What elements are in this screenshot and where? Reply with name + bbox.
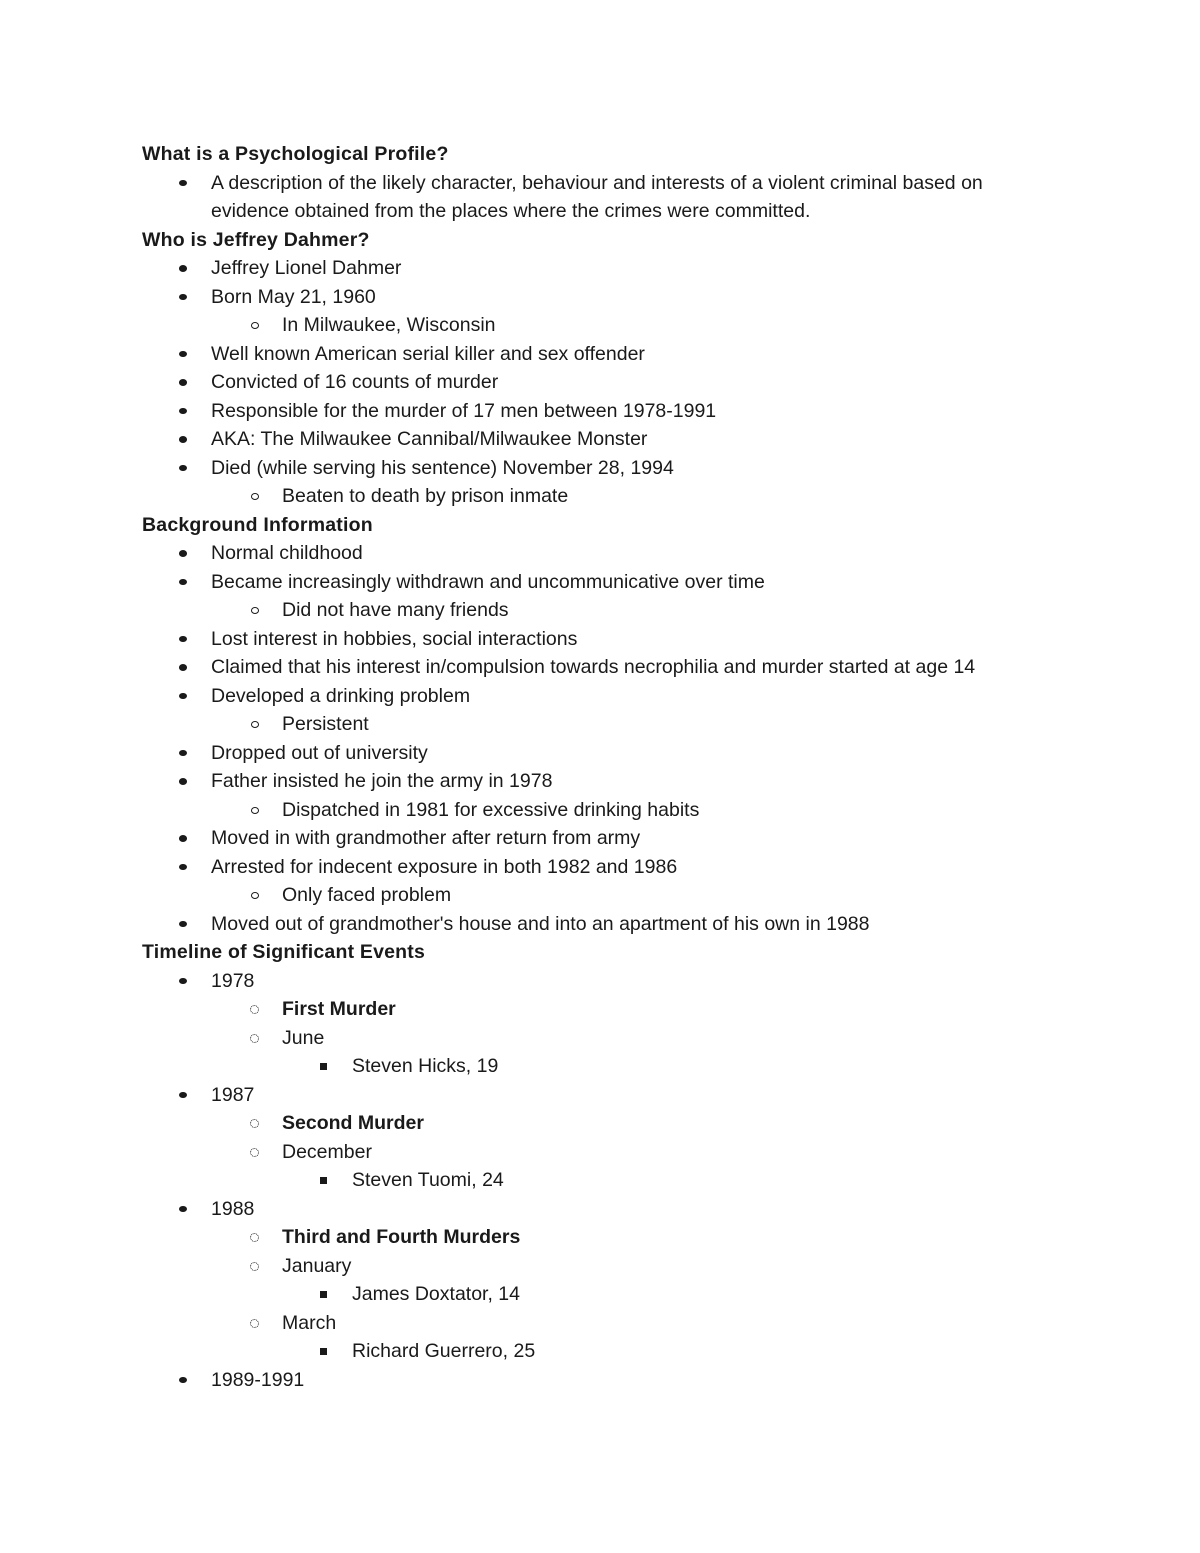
list-item: Convicted of 16 counts of murder <box>0 368 1200 397</box>
list-item: Arrested for indecent exposure in both 1982 and 1986 <box>0 853 1200 882</box>
bullet-disc-icon <box>179 778 187 785</box>
bullet-dotted-circle-icon <box>250 1148 259 1157</box>
bullet-disc-icon <box>179 379 187 386</box>
bullet-disc-icon <box>179 436 187 443</box>
timeline-victim: Steven Tuomi, 24 <box>0 1166 1200 1195</box>
bullet-square-icon <box>320 1177 327 1184</box>
bullet-disc-icon <box>179 579 187 586</box>
timeline-month: March <box>0 1309 1200 1338</box>
document-page <box>0 140 1200 1394</box>
bullet-disc-icon <box>179 750 187 757</box>
bullet-disc-icon <box>179 294 187 301</box>
list-item: Born May 21, 1960 <box>0 283 1200 312</box>
bullet-disc-icon <box>179 1377 187 1384</box>
bullet-disc-icon <box>179 351 187 358</box>
bullet-circle-icon <box>251 721 259 728</box>
bullet-circle-icon <box>251 807 259 814</box>
bullet-disc-icon <box>179 864 187 871</box>
bullet-square-icon <box>320 1348 327 1355</box>
sub-list-item: Beaten to death by prison inmate <box>0 482 1200 511</box>
bullet-disc-icon <box>179 265 187 272</box>
timeline-event-title: Third and Fourth Murders <box>0 1223 1200 1252</box>
timeline-victim: James Doxtator, 14 <box>0 1280 1200 1309</box>
bullet-circle-icon <box>251 607 259 614</box>
bullet-disc-icon <box>179 180 187 187</box>
section-heading: What is a Psychological Profile? <box>142 143 449 165</box>
bullet-circle-icon <box>251 493 259 500</box>
bullet-disc-icon <box>179 835 187 842</box>
sub-list-item: Only faced problem <box>0 881 1200 910</box>
bullet-disc-icon <box>179 1206 187 1213</box>
sub-list-item: Persistent <box>0 710 1200 739</box>
bullet-disc-icon <box>179 978 187 985</box>
timeline-year: 1978 <box>0 967 1200 996</box>
bullet-dotted-circle-icon <box>250 1262 259 1271</box>
list-item: Became increasingly withdrawn and uncommunicative over time <box>0 568 1200 597</box>
timeline-month: January <box>0 1252 1200 1281</box>
section-heading: Timeline of Significant Events <box>142 941 426 963</box>
list-item: Dropped out of university <box>0 739 1200 768</box>
bullet-circle-icon <box>251 322 259 329</box>
sub-list-item: In Milwaukee, Wisconsin <box>0 311 1200 340</box>
list-item: Responsible for the murder of 17 men between 1978-1991 <box>0 397 1200 426</box>
list-item: Developed a drinking problem <box>0 682 1200 711</box>
timeline-month: June <box>0 1024 1200 1053</box>
list-item: Claimed that his interest in/compulsion towards necrophilia and murder started at age 14 <box>0 653 1200 682</box>
sub-list-item: Dispatched in 1981 for excessive drinking habits <box>0 796 1200 825</box>
bullet-dotted-circle-icon <box>250 1005 259 1014</box>
bullet-square-icon <box>320 1063 327 1070</box>
bullet-disc-icon <box>179 921 187 928</box>
section-heading: Who is Jeffrey Dahmer? <box>142 228 370 251</box>
timeline-year: 1987 <box>0 1081 1200 1110</box>
list-item: Died (while serving his sentence) November 28, 1994 <box>0 454 1200 483</box>
bullet-disc-icon <box>179 636 187 643</box>
list-item: AKA: The Milwaukee Cannibal/Milwaukee Monster <box>0 425 1200 454</box>
bullet-dotted-circle-icon <box>250 1119 259 1128</box>
timeline-year: 1988 <box>0 1195 1200 1224</box>
timeline-event-title: First Murder <box>0 995 1200 1024</box>
bullet-disc-icon <box>179 465 187 472</box>
timeline-victim: Steven Hicks, 19 <box>0 1052 1200 1081</box>
list-item: Moved in with grandmother after return from army <box>0 824 1200 853</box>
bullet-square-icon <box>320 1291 327 1298</box>
bullet-circle-icon <box>251 892 259 899</box>
bullet-disc-icon <box>179 693 187 700</box>
section-heading: Background Information <box>142 513 373 536</box>
bullet-disc-icon <box>179 550 187 557</box>
bullet-dotted-circle-icon <box>250 1233 259 1242</box>
bullet-dotted-circle-icon <box>250 1034 259 1043</box>
bullet-disc-icon <box>179 408 187 415</box>
list-item: Jeffrey Lionel Dahmer <box>0 254 1200 283</box>
timeline-year: 1989-1991 <box>0 1366 1200 1395</box>
bullet-disc-icon <box>179 1092 187 1099</box>
timeline-month: December <box>0 1138 1200 1167</box>
bullet-disc-icon <box>179 664 187 671</box>
timeline-event-title: Second Murder <box>0 1109 1200 1138</box>
list-item: Lost interest in hobbies, social interactions <box>0 625 1200 654</box>
list-item: Father insisted he join the army in 1978 <box>0 767 1200 796</box>
bullet-dotted-circle-icon <box>250 1319 259 1328</box>
list-item: A description of the likely character, behaviour and interests of a violent criminal based on evidence obtained from the places where the crimes were committed. <box>0 169 1200 226</box>
timeline-victim: Richard Guerrero, 25 <box>0 1337 1200 1366</box>
list-item: Normal childhood <box>0 539 1200 568</box>
list-item: Well known American serial killer and sex offender <box>0 340 1200 369</box>
list-item: Moved out of grandmother's house and into an apartment of his own in 1988 <box>0 910 1200 939</box>
sub-list-item: Did not have many friends <box>0 596 1200 625</box>
